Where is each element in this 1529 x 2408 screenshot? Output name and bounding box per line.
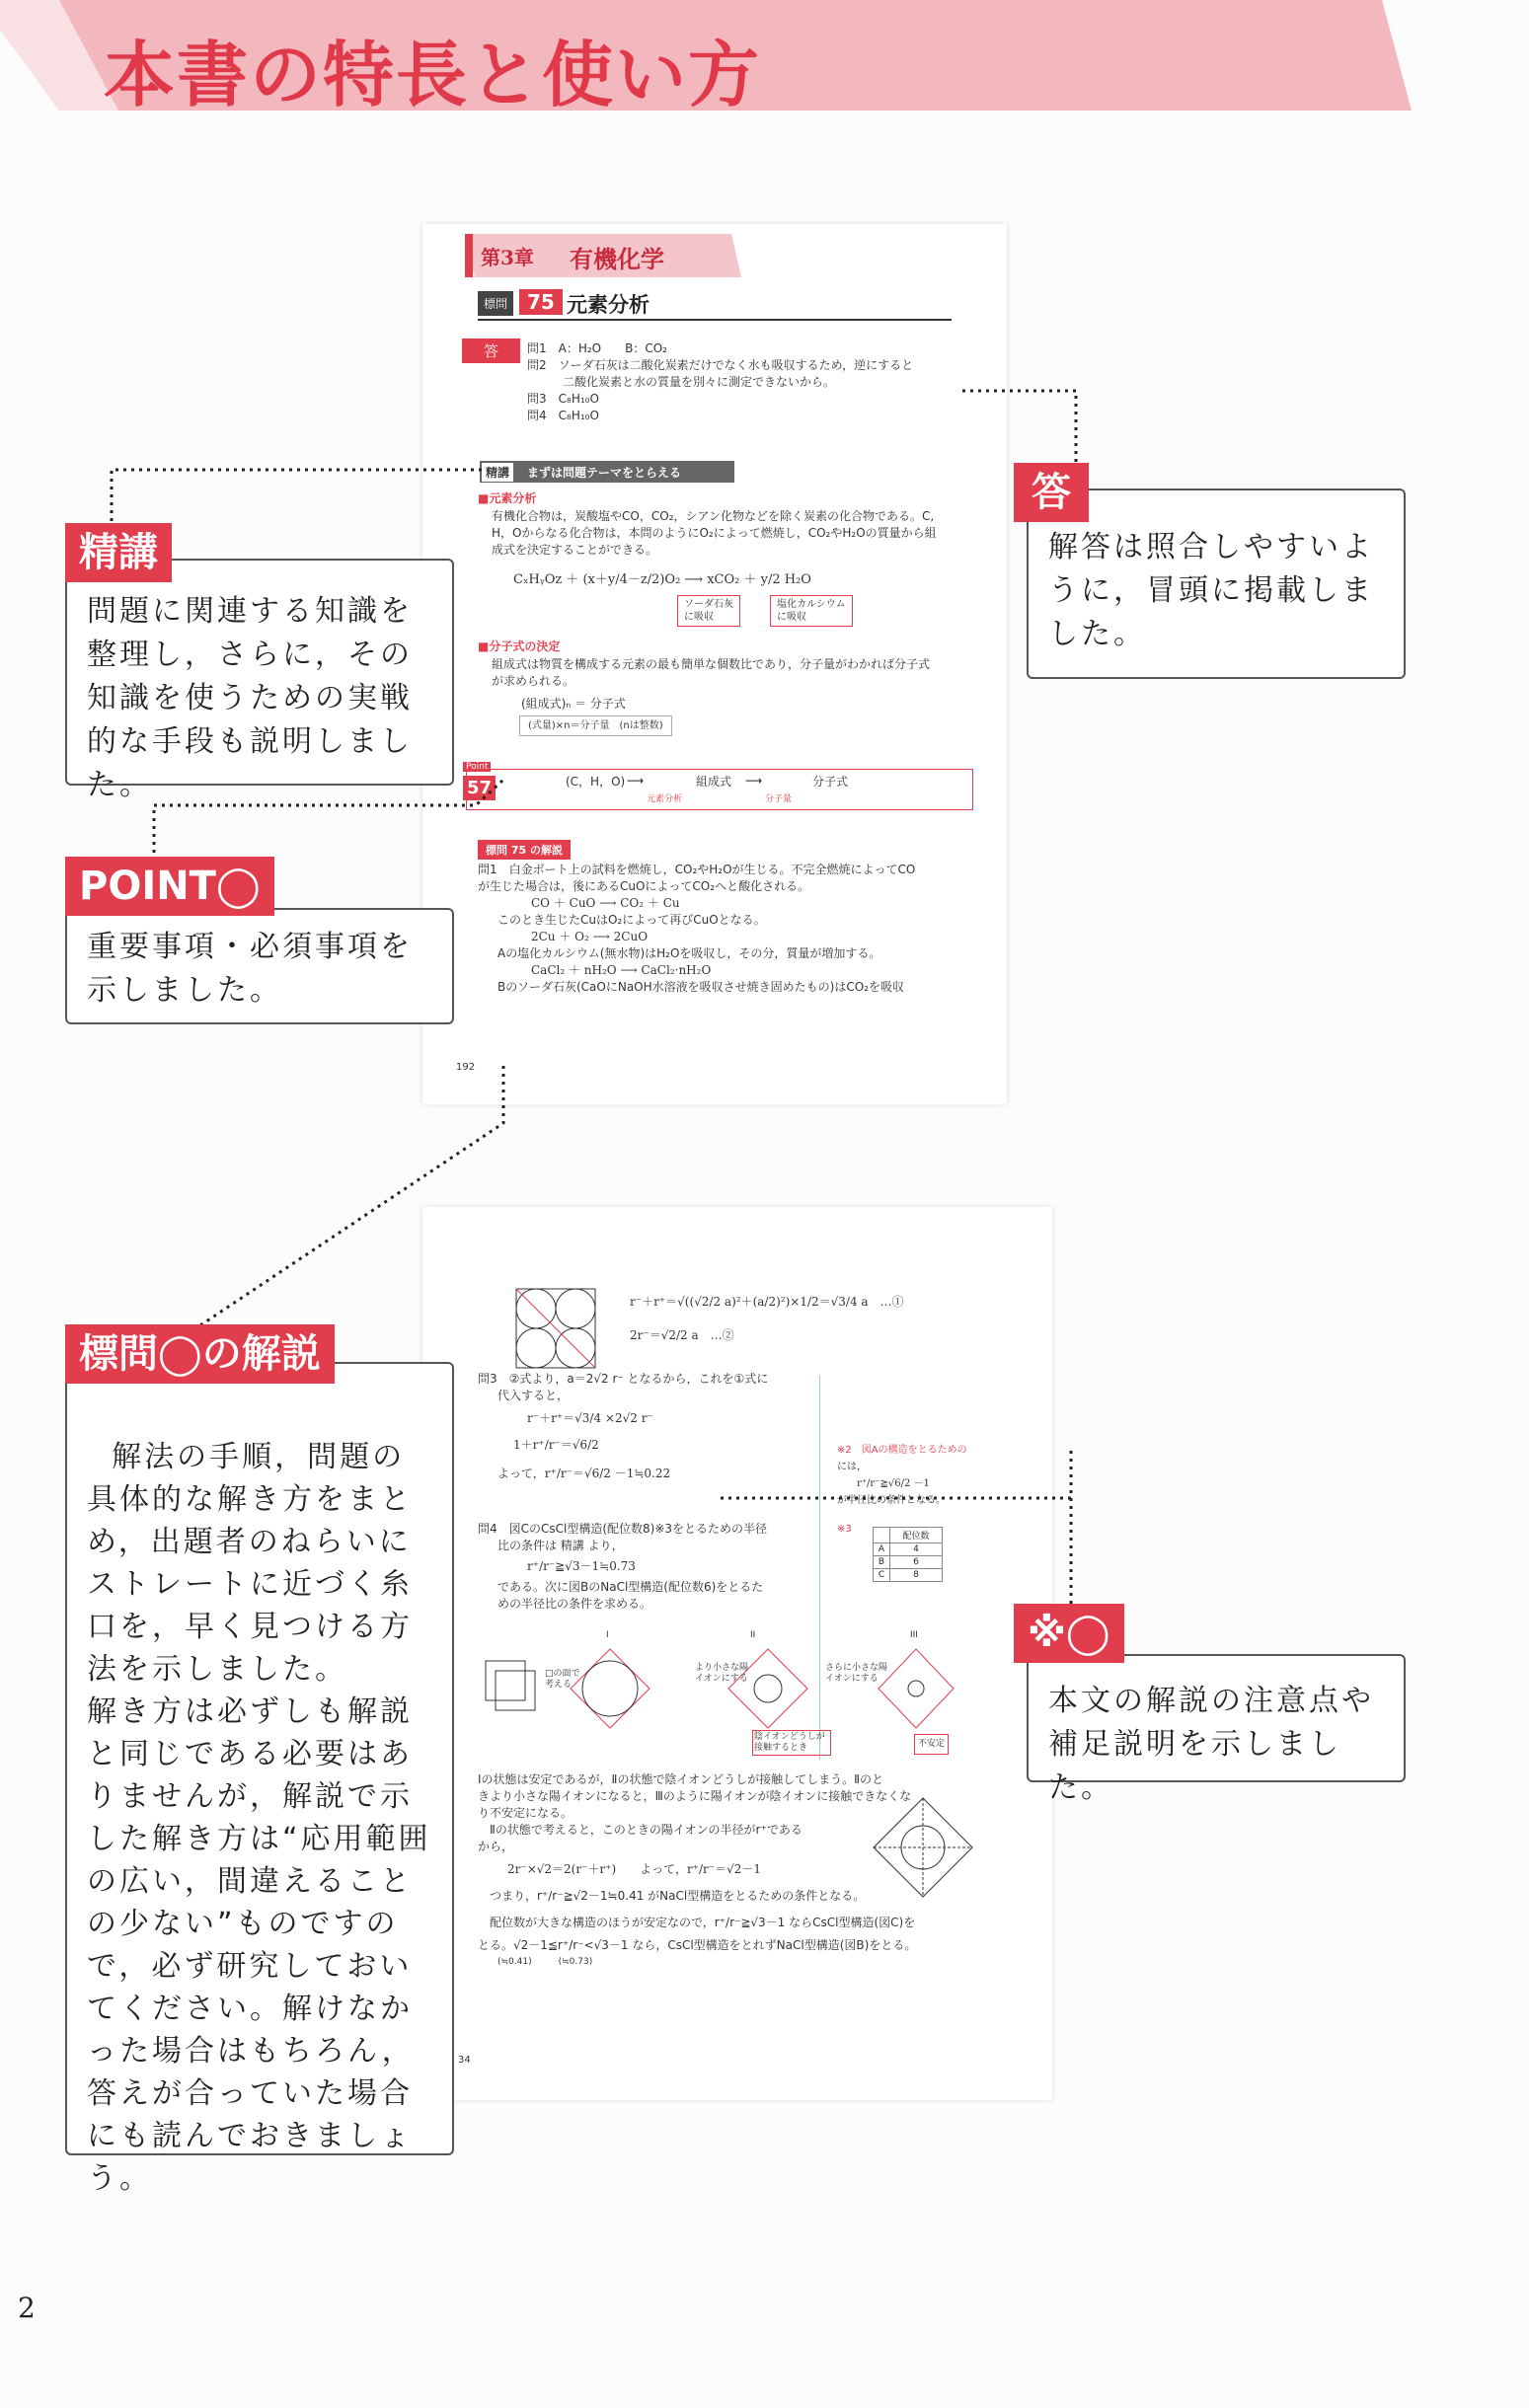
formula-top-2: 2r⁻＝√2/2 a …②: [630, 1328, 734, 1342]
diagram-label-2: II: [750, 1630, 756, 1640]
problem-title: 元素分析: [567, 293, 650, 317]
seiko-label: 精講: [482, 463, 513, 482]
note3-label: ※3: [837, 1524, 852, 1535]
table-cell: 4: [890, 1543, 943, 1556]
body-line: このとき生じたCuはO₂によって再びCuOとなる。: [497, 913, 766, 927]
callout-point-text: 重要事項・必須事項を示しました。: [87, 930, 413, 1008]
note-line: が半径比の条件となる。: [837, 1495, 946, 1506]
answer-line: 問3 C₈H₁₀O: [527, 392, 599, 406]
diagram-label-4: □の面で考える: [545, 1669, 580, 1690]
table-header: 配位数: [890, 1528, 943, 1543]
diagram-label-8: 不安定: [914, 1734, 949, 1755]
eq-box-calcium-chloride: 塩化カルシウム に吸収: [770, 595, 853, 627]
body-line: 有機化合物は，炭酸塩やCO，CO₂，シアン化物などを除く炭素の化合物である。C,: [492, 509, 935, 523]
callout-seiko-tag: 精講: [65, 523, 172, 582]
body-line: 比の条件は 精講 より，: [497, 1539, 624, 1552]
eq-box-soda-lime: ソーダ石灰 に吸収: [677, 595, 740, 627]
body-line: よって，r⁺/r⁻＝√6/2 －1≒0.22: [497, 1467, 671, 1480]
problem-number: 75: [519, 289, 563, 315]
note-line: ※2 図Aの構造をとるための: [837, 1445, 967, 1456]
answer-line: 問2 ソーダ石灰は二酸化炭素だけでなく水も吸収するため，逆にすると: [527, 358, 914, 372]
sample-page-number: 34: [458, 2055, 471, 2066]
body-line: とる。√2－1≦r⁺/r⁻<√3－1 なら，CsCl型構造をとれずNaCl型構造(図B)をとる。: [478, 1938, 917, 1952]
body-line: CO ＋ CuO ⟶ CO₂ ＋ Cu: [531, 896, 680, 910]
section1-title: ■元素分析: [478, 491, 537, 505]
answer-label: 答: [462, 339, 520, 363]
body-line: り不安定になる。: [478, 1806, 573, 1820]
page-number: 2: [18, 2292, 36, 2324]
point-flow-start: (C，H，O): [566, 775, 626, 789]
callout-note-text: 本文の解説の注意点や補足説明を示しました。: [1048, 1684, 1374, 1805]
body-line: Bのソーダ石灰(CaOにNaOH水溶液を吸収させ焼き固めたもの)はCO₂を吸収: [497, 980, 904, 994]
callout-kaisetsu-text: 解法の手順，問題の具体的な解き方をまとめ，出題者のねらいにストレートに近づく糸口を，早く見つける方法を示しました。 解き方は必ずしも解説と同じである必要はありませんが，解説で示した解き方は“応用範囲の広い，間違えることの少ない”ものですので，必ず研究しておいてください。解けなかった場合はもちろん，答えが合っていた場合にも読んでおきましょう。: [87, 1440, 431, 2196]
formula-box-2: (式量)×n＝分子量 (nは整数): [519, 715, 672, 736]
point-number: 57: [463, 776, 496, 800]
problem-prefix: 標問: [478, 291, 513, 316]
callout-kaisetsu-tag: 標問◯の解説: [65, 1324, 335, 1384]
sample-page-number: 192: [456, 1062, 476, 1073]
body-line: Aの塩化カルシウム(無水物)はH₂Oを吸収し，その分，質量が増加する。: [497, 946, 881, 960]
body-line: Ⅱの状態で考えると，このときの陽イオンの半径がr⁺である: [490, 1823, 803, 1837]
callout-note: [1027, 1654, 1406, 1805]
note-line: r⁺/r⁻≧√6/2 －1: [857, 1478, 930, 1489]
diagram-label-1: I: [606, 1630, 609, 1640]
callout-point-tag: POINT◯: [65, 857, 274, 916]
table-cell: A: [874, 1543, 890, 1556]
page-title: 本書の特長と使い方: [104, 33, 762, 116]
formula-top-1: r⁻＋r⁺＝√((√2/2 a)²＋(a/2)²)×1/2＝√3/4 a …①: [630, 1295, 904, 1309]
body-line: H，Oからなる化合物は，本問のようにO₂によって燃焼し，CO₂やH₂Oの質量から組: [492, 526, 937, 540]
combustion-equation: CₓHᵧOz ＋ (x＋y/4－z/2)O₂ ⟶ xCO₂ ＋ y/2 H₂O: [513, 572, 811, 587]
body-line: 問1 白金ボート上の試料を燃焼し，CO₂やH₂Oが生じる。不完全燃焼によってCO: [478, 863, 916, 876]
point-sub-2: 分子量: [765, 794, 793, 804]
body-line: r⁻＋r⁺＝√3/4 ×2√2 r⁻: [527, 1411, 653, 1425]
flow-arrow-2: ⟶: [745, 774, 763, 788]
body-line: 成式を決定することができる。: [492, 543, 658, 557]
body-line: 問3 ②式より，a＝2√2 r⁻ となるから，これを①式に: [478, 1372, 769, 1386]
body-line: (≒0.41) (≒0.73): [497, 1957, 593, 1967]
table-cell: C: [874, 1569, 890, 1582]
diagram-label-7: 陰イオンどうしが接触するとき: [752, 1730, 831, 1756]
answer-line: 問4 C₈H₁₀O: [527, 409, 599, 422]
body-line: が求められる。: [492, 674, 575, 688]
body-line: 問4 図CのCsCl型構造(配位数8)※3をとるための半径: [478, 1522, 768, 1536]
formula-box-1: (組成式)ₙ ＝ 分子式: [521, 697, 626, 711]
body-line: 代入すると，: [497, 1389, 570, 1402]
section2-title: ■分子式の決定: [478, 640, 561, 653]
point-label: Point: [463, 762, 491, 772]
body-line: Ⅰの状態は安定であるが，Ⅱの状態で陰イオンどうしが接触してしまう。Ⅱのと: [478, 1772, 883, 1786]
table-cell: 8: [890, 1569, 943, 1582]
chapter-label: 第3章: [481, 246, 534, 269]
body-line: 組成式は物質を構成する元素の最も簡単な個数比であり，分子量がわかれば分子式: [492, 657, 931, 671]
point-flow-end: 分子式: [812, 775, 849, 789]
diagram-label-6: さらに小さな陽イオンにする: [825, 1663, 888, 1684]
seiko-heading: まずは問題テーマをとらえる: [527, 466, 682, 480]
body-line: CaCl₂ ＋ nH₂O ⟶ CaCl₂·nH₂O: [531, 963, 712, 977]
body-line: から，: [478, 1840, 514, 1853]
diagram-label-3: III: [910, 1630, 918, 1640]
callout-note-tag: ※◯: [1014, 1604, 1124, 1663]
answer-line: 二酸化炭素と水の質量を別々に測定できないから。: [527, 375, 836, 389]
callout-seiko-text: 問題に関連する知識を整理し，さらに，その知識を使うための実戦的な手段も説明しました。: [87, 594, 413, 802]
callout-point: [65, 908, 454, 1024]
body-line: が生じた場合は，後にあるCuOによってCO₂へと酸化される。: [478, 879, 810, 893]
table-cell: 6: [890, 1556, 943, 1569]
note-line: には，: [837, 1462, 867, 1472]
answer-line: 問1 A：H₂O B：CO₂: [527, 341, 667, 355]
point-flow-mid: 組成式: [696, 775, 732, 789]
body-line: 1＋r⁺/r⁻＝√6/2: [513, 1438, 599, 1452]
callout-seiko: [65, 559, 454, 802]
flow-arrow-1: ⟶: [627, 774, 645, 788]
body-line: 配位数が大きな構造のほうが安定なので，r⁺/r⁻≧√3－1 ならCsCl型構造(図C)を: [490, 1916, 916, 1929]
table-cell: B: [874, 1556, 890, 1569]
body-line: である。次に図BのNaCl型構造(配位数6)をとるた: [497, 1580, 764, 1594]
callout-answer-text: 解答は照合しやすいように，冒頭に掲載しました。: [1048, 530, 1374, 651]
callout-answer-tag: 答: [1014, 463, 1089, 522]
callout-kaisetsu: [65, 1362, 454, 2196]
body-line: r⁺/r⁻≧√3－1≒0.73: [527, 1559, 636, 1573]
body-line: つまり，r⁺/r⁻≧√2－1≒0.41 がNaCl型構造をとるための条件となる。: [490, 1889, 866, 1903]
chapter-title: 有機化学: [570, 245, 664, 273]
diagram-label-5: より小さな陽イオンにする: [695, 1663, 749, 1684]
body-line: めの半径比の条件を求める。: [497, 1597, 652, 1611]
kaisetsu-label: 標問 75 の解説: [478, 840, 571, 860]
point-sub-1: 元素分析: [647, 794, 683, 804]
body-line: 2r⁻×√2＝2(r⁻＋r⁺) よって，r⁺/r⁻＝√2－1: [507, 1862, 762, 1876]
body-line: 2Cu ＋ O₂ ⟶ 2CuO: [531, 930, 649, 943]
body-line: きより小さな陽イオンになると，Ⅲのように陽イオンが陰イオンに接触できなくな: [478, 1789, 912, 1803]
